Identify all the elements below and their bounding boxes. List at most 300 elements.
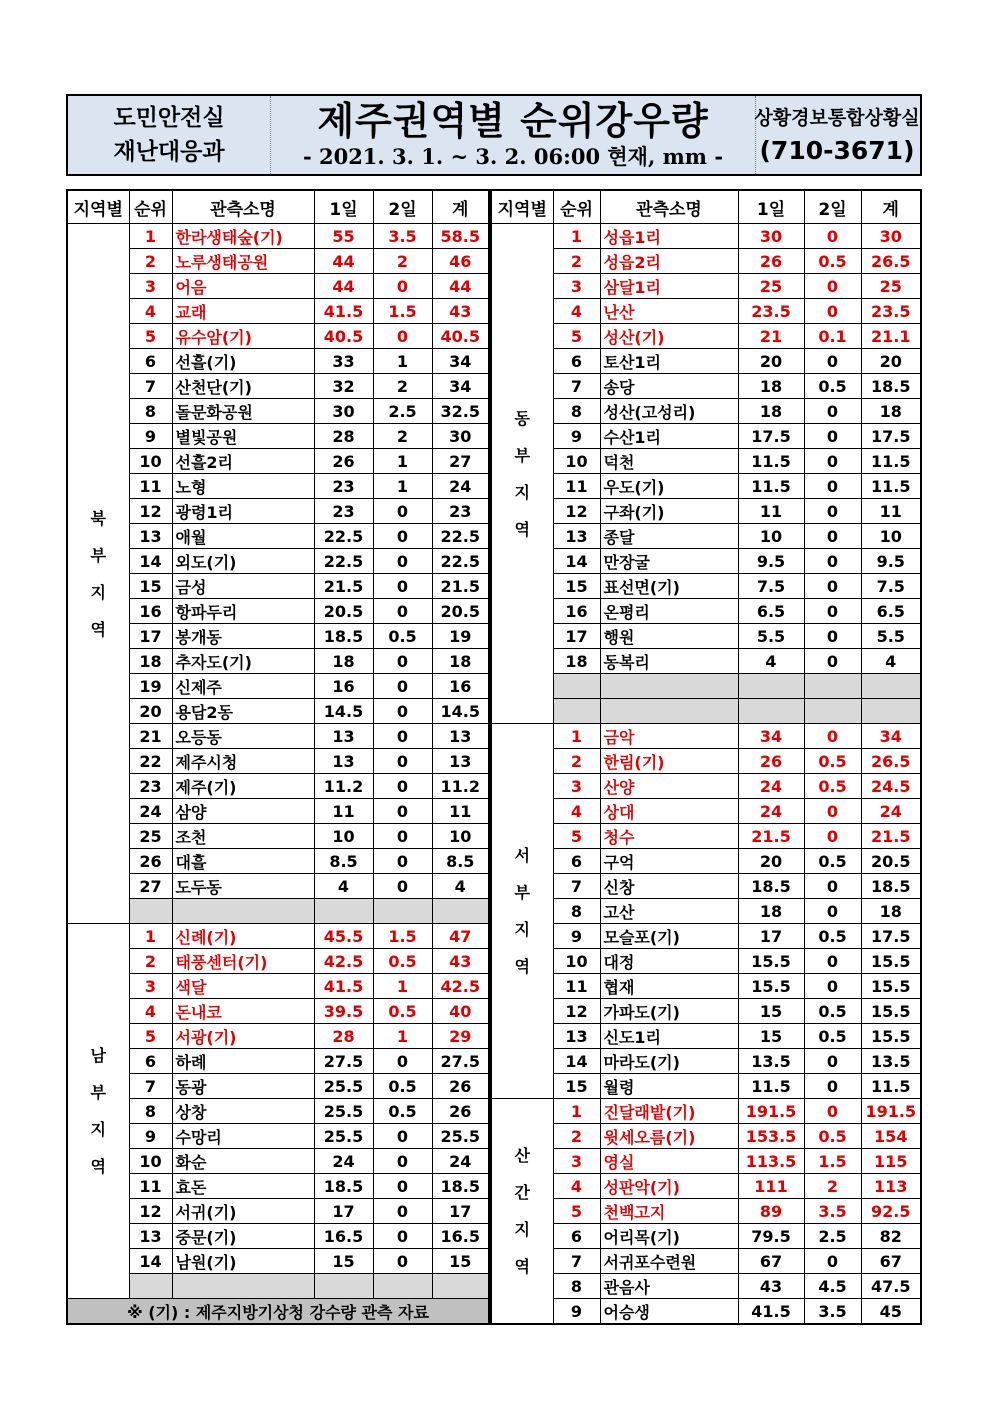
rank-cell: 7: [129, 1074, 172, 1099]
station-name-cell: 상대: [600, 799, 738, 824]
day2-cell: 0: [804, 549, 861, 574]
station-name-cell: 서광(기): [172, 1024, 314, 1049]
day1-cell: 20.5: [314, 599, 373, 624]
table-row: [491, 649, 921, 674]
empty-cell: [172, 899, 314, 924]
station-name-cell: 추자도(기): [172, 649, 314, 674]
station-name-cell: 금악: [600, 724, 738, 749]
day1-cell: 30: [738, 224, 804, 249]
table-row: [67, 1024, 489, 1049]
day2-cell: 0.5: [373, 949, 432, 974]
rank-cell: 11: [553, 974, 600, 999]
day2-cell: 0: [804, 499, 861, 524]
station-name-cell: 제주(기): [172, 774, 314, 799]
day2-cell: 2: [373, 249, 432, 274]
total-cell: 17.5: [861, 424, 921, 449]
table-row: [67, 674, 489, 699]
day2-cell: 0: [373, 1149, 432, 1174]
total-cell: 11.5: [861, 449, 921, 474]
region-label-mountain: [491, 1099, 553, 1325]
station-name-cell: 색달: [172, 974, 314, 999]
total-cell: 21.5: [432, 574, 489, 599]
rank-cell: 1: [129, 224, 172, 249]
station-name-cell: 애월: [172, 524, 314, 549]
day2-cell: 0: [373, 1249, 432, 1274]
rank-cell: 4: [129, 999, 172, 1024]
rank-cell: 10: [553, 449, 600, 474]
station-name-cell: 종달: [600, 524, 738, 549]
region-char: 역: [514, 957, 530, 976]
day2-cell: 0: [373, 1049, 432, 1074]
day2-cell: 0: [373, 524, 432, 549]
empty-cell: [553, 674, 600, 699]
total-cell: 18: [432, 649, 489, 674]
station-name-cell: 표선면(기): [600, 574, 738, 599]
col-total: 계: [861, 190, 921, 224]
total-cell: 47: [432, 924, 489, 949]
station-name-cell: 성산(고성리): [600, 399, 738, 424]
rank-cell: 1: [553, 724, 600, 749]
table-row: [491, 624, 921, 649]
region-char: 부: [90, 545, 106, 565]
day1-cell: 11.5: [738, 474, 804, 499]
day1-cell: 39.5: [314, 999, 373, 1024]
table-row: [491, 1199, 921, 1224]
day1-cell: 79.5: [738, 1224, 804, 1249]
station-name-cell: 효돈: [172, 1174, 314, 1199]
total-cell: 115: [861, 1149, 921, 1174]
table-row: [67, 1124, 489, 1149]
total-cell: 30: [432, 424, 489, 449]
rank-cell: 11: [553, 474, 600, 499]
table-row: [67, 1099, 489, 1124]
day2-cell: 0: [804, 224, 861, 249]
day1-cell: 44: [314, 249, 373, 274]
day1-cell: 113.5: [738, 1149, 804, 1174]
empty-row: [491, 699, 921, 724]
department-box: [68, 96, 270, 174]
total-cell: 25.5: [432, 1124, 489, 1149]
day2-cell: 1: [373, 1024, 432, 1049]
table-row: [491, 399, 921, 424]
table-row: [491, 324, 921, 349]
rank-cell: 21: [129, 724, 172, 749]
day1-cell: 7.5: [738, 574, 804, 599]
table-row: [67, 949, 489, 974]
rank-cell: 19: [129, 674, 172, 699]
day2-cell: 1: [373, 449, 432, 474]
rank-cell: 13: [553, 524, 600, 549]
station-name-cell: 광령1리: [172, 499, 314, 524]
region-char: 역: [514, 519, 530, 539]
total-cell: 29: [432, 1024, 489, 1049]
station-name-cell: 서귀(기): [172, 1199, 314, 1224]
rank-cell: 12: [129, 499, 172, 524]
day1-cell: 40.5: [314, 324, 373, 349]
station-name-cell: 외도(기): [172, 549, 314, 574]
table-row: [67, 1149, 489, 1174]
station-name-cell: 어음: [172, 274, 314, 299]
region-char: 부: [514, 883, 530, 902]
total-cell: 30: [861, 224, 921, 249]
table-row: [67, 1174, 489, 1199]
rank-cell: 24: [129, 799, 172, 824]
day1-cell: 23.5: [738, 299, 804, 324]
rank-cell: 6: [553, 1224, 600, 1249]
rank-cell: 6: [553, 349, 600, 374]
day2-cell: 3.5: [804, 1299, 861, 1325]
day2-cell: 0: [373, 1174, 432, 1199]
station-name-cell: 어리목(기): [600, 1224, 738, 1249]
day2-cell: 0.5: [804, 749, 861, 774]
rainfall-table-right: [490, 189, 922, 1325]
col-rank: 순위: [553, 190, 600, 224]
total-cell: 11.5: [861, 1074, 921, 1099]
rank-cell: 5: [129, 1024, 172, 1049]
station-name-cell: 봉개동: [172, 624, 314, 649]
total-cell: 27: [432, 449, 489, 474]
total-cell: 58.5: [432, 224, 489, 249]
station-name-cell: 만장굴: [600, 549, 738, 574]
station-name-cell: 윗세오름(기): [600, 1124, 738, 1149]
empty-cell: [373, 1274, 432, 1299]
day2-cell: 0: [373, 699, 432, 724]
rank-cell: 4: [553, 299, 600, 324]
empty-cell: [373, 899, 432, 924]
total-cell: 40: [432, 999, 489, 1024]
day2-cell: 0: [373, 749, 432, 774]
total-cell: 5.5: [861, 624, 921, 649]
total-cell: 18.5: [432, 1174, 489, 1199]
day1-cell: 17.5: [738, 424, 804, 449]
station-name-cell: 선흘2리: [172, 449, 314, 474]
table-row: [491, 499, 921, 524]
rank-cell: 7: [129, 374, 172, 399]
rank-cell: 20: [129, 699, 172, 724]
station-name-cell: 관음사: [600, 1274, 738, 1299]
table-row: [491, 524, 921, 549]
day1-cell: 18.5: [314, 624, 373, 649]
table-row: [67, 999, 489, 1024]
day1-cell: 23: [314, 474, 373, 499]
total-cell: 21.1: [861, 324, 921, 349]
day2-cell: 0: [804, 449, 861, 474]
table-row: [67, 474, 489, 499]
total-cell: 44: [432, 274, 489, 299]
station-name-cell: 동복리: [600, 649, 738, 674]
day1-cell: 45.5: [314, 924, 373, 949]
rank-cell: 17: [553, 624, 600, 649]
day2-cell: 1: [373, 349, 432, 374]
day1-cell: 32: [314, 374, 373, 399]
rank-cell: 14: [553, 549, 600, 574]
day1-cell: 27.5: [314, 1049, 373, 1074]
table-row: [67, 349, 489, 374]
total-cell: 13: [432, 749, 489, 774]
day1-cell: 15: [314, 1249, 373, 1274]
day1-cell: 26: [314, 449, 373, 474]
day2-cell: 0.5: [804, 999, 861, 1024]
empty-cell: [553, 699, 600, 724]
total-cell: 26: [432, 1099, 489, 1124]
rank-cell: 2: [553, 1124, 600, 1149]
station-name-cell: 도두동: [172, 874, 314, 899]
rank-cell: 8: [129, 399, 172, 424]
station-name-cell: 신례(기): [172, 924, 314, 949]
day2-cell: 0: [804, 949, 861, 974]
day1-cell: 23: [314, 499, 373, 524]
day2-cell: 0: [804, 349, 861, 374]
day2-cell: 0: [804, 574, 861, 599]
day2-cell: 0: [373, 599, 432, 624]
station-name-cell: 수산1리: [600, 424, 738, 449]
table-row: [491, 449, 921, 474]
station-name-cell: 대정: [600, 949, 738, 974]
rank-cell: 15: [553, 1074, 600, 1099]
station-name-cell: 가파도(기): [600, 999, 738, 1024]
table-row: [491, 1099, 921, 1124]
station-name-cell: 마라도(기): [600, 1049, 738, 1074]
table-row: [491, 1299, 921, 1325]
table-row: [67, 974, 489, 999]
rank-cell: 16: [553, 599, 600, 624]
rank-cell: 1: [553, 224, 600, 249]
total-cell: 34: [432, 349, 489, 374]
day1-cell: 67: [738, 1249, 804, 1274]
table-row: [67, 524, 489, 549]
rank-cell: 3: [553, 274, 600, 299]
footnote: ※ (기) : 제주지방기상청 강수량 관측 자료: [67, 1299, 489, 1325]
rank-cell: 2: [553, 249, 600, 274]
rank-cell: 11: [129, 1174, 172, 1199]
station-name-cell: 돌문화공원: [172, 399, 314, 424]
total-cell: 15.5: [861, 1024, 921, 1049]
day2-cell: 0.1: [804, 324, 861, 349]
empty-cell: [314, 1274, 373, 1299]
table-row: [491, 799, 921, 824]
day2-cell: 0: [373, 1199, 432, 1224]
rank-cell: 26: [129, 849, 172, 874]
region-char: 지: [90, 1120, 106, 1139]
rank-cell: 9: [553, 1299, 600, 1325]
total-cell: 82: [861, 1224, 921, 1249]
day1-cell: 11.2: [314, 774, 373, 799]
day1-cell: 15.5: [738, 949, 804, 974]
day1-cell: 16.5: [314, 1224, 373, 1249]
station-name-cell: 삼양: [172, 799, 314, 824]
total-cell: 10: [432, 824, 489, 849]
total-cell: 27.5: [432, 1049, 489, 1074]
rank-cell: 25: [129, 824, 172, 849]
total-cell: 113: [861, 1174, 921, 1199]
day2-cell: 3.5: [373, 224, 432, 249]
total-cell: 8.5: [432, 849, 489, 874]
day1-cell: 6.5: [738, 599, 804, 624]
table-row: [67, 549, 489, 574]
table-row: [67, 799, 489, 824]
day1-cell: 41.5: [738, 1299, 804, 1325]
rank-cell: 14: [129, 549, 172, 574]
day1-cell: 18: [738, 374, 804, 399]
region-char: 북: [90, 508, 106, 528]
day1-cell: 18: [738, 899, 804, 924]
rank-cell: 27: [129, 874, 172, 899]
department-line2: 재난대응과: [113, 139, 225, 165]
region-char: 부: [514, 445, 530, 465]
rank-cell: 17: [129, 624, 172, 649]
day2-cell: 1: [373, 974, 432, 999]
table-row: [67, 399, 489, 424]
day2-cell: 0: [804, 399, 861, 424]
day1-cell: 89: [738, 1199, 804, 1224]
empty-cell: [432, 899, 489, 924]
rank-cell: 12: [553, 499, 600, 524]
day1-cell: 11: [738, 499, 804, 524]
day2-cell: 0.5: [373, 624, 432, 649]
station-name-cell: 난산: [600, 299, 738, 324]
station-name-cell: 하례: [172, 1049, 314, 1074]
total-cell: 23: [432, 499, 489, 524]
day2-cell: 1.5: [373, 299, 432, 324]
table-row: [67, 849, 489, 874]
day2-cell: 2.5: [373, 399, 432, 424]
col-station: 관측소명: [600, 190, 738, 224]
total-cell: 47.5: [861, 1274, 921, 1299]
station-name-cell: 성판악(기): [600, 1174, 738, 1199]
day2-cell: 0: [804, 1099, 861, 1124]
total-cell: 9.5: [861, 549, 921, 574]
region-char: 산: [514, 1146, 530, 1165]
station-name-cell: 성읍2리: [600, 249, 738, 274]
total-cell: 10: [861, 524, 921, 549]
day1-cell: 111: [738, 1174, 804, 1199]
day1-cell: 9.5: [738, 549, 804, 574]
rank-cell: 13: [129, 524, 172, 549]
table-row: [67, 374, 489, 399]
rank-cell: 8: [553, 899, 600, 924]
day2-cell: 0.5: [804, 774, 861, 799]
day2-cell: 0: [804, 474, 861, 499]
rank-cell: 10: [553, 949, 600, 974]
rank-cell: 7: [553, 374, 600, 399]
region-char: 역: [90, 1157, 106, 1176]
station-name-cell: 한림(기): [600, 749, 738, 774]
rank-cell: 7: [553, 874, 600, 899]
table-row: [491, 949, 921, 974]
station-name-cell: 온평리: [600, 599, 738, 624]
rank-cell: 13: [129, 1224, 172, 1249]
day1-cell: 15: [738, 1024, 804, 1049]
region-char: 역: [90, 619, 106, 639]
total-cell: 45: [861, 1299, 921, 1325]
total-cell: 26.5: [861, 749, 921, 774]
rank-cell: 10: [129, 449, 172, 474]
total-cell: 21.5: [861, 824, 921, 849]
station-name-cell: 성읍1리: [600, 224, 738, 249]
station-name-cell: 구좌(기): [600, 499, 738, 524]
table-row: [491, 874, 921, 899]
station-name-cell: 태풍센터(기): [172, 949, 314, 974]
station-name-cell: 월령: [600, 1074, 738, 1099]
table-row: [491, 549, 921, 574]
station-name-cell: 항파두리: [172, 599, 314, 624]
total-cell: 25: [861, 274, 921, 299]
station-name-cell: 우도(기): [600, 474, 738, 499]
rank-cell: 23: [129, 774, 172, 799]
region-char: 역: [514, 1257, 530, 1276]
rank-cell: 9: [553, 424, 600, 449]
table-row: [491, 924, 921, 949]
station-name-cell: 신도1리: [600, 1024, 738, 1049]
day2-cell: 2: [804, 1174, 861, 1199]
day1-cell: 191.5: [738, 1099, 804, 1124]
table-row: [67, 624, 489, 649]
table-row: [67, 1249, 489, 1274]
table-row: [67, 249, 489, 274]
table-row: [67, 1074, 489, 1099]
station-name-cell: 오등동: [172, 724, 314, 749]
total-cell: 17: [432, 1199, 489, 1224]
rank-cell: 9: [129, 1124, 172, 1149]
region-char: 서: [514, 846, 530, 865]
table-row: [491, 1074, 921, 1099]
rank-cell: 5: [553, 1199, 600, 1224]
total-cell: 22.5: [432, 524, 489, 549]
total-cell: 18.5: [861, 374, 921, 399]
region-label-south: [67, 924, 129, 1299]
station-name-cell: 별빛공원: [172, 424, 314, 449]
rank-cell: 4: [553, 1174, 600, 1199]
department-line1: 도민안전실: [113, 105, 225, 131]
day1-cell: 11.5: [738, 449, 804, 474]
rank-cell: 6: [129, 349, 172, 374]
station-name-cell: 서귀포수련원: [600, 1249, 738, 1274]
day2-cell: 0: [804, 524, 861, 549]
station-name-cell: 토산1리: [600, 349, 738, 374]
day1-cell: 55: [314, 224, 373, 249]
day2-cell: 1.5: [373, 924, 432, 949]
station-name-cell: 선흘(기): [172, 349, 314, 374]
day2-cell: 0: [373, 1224, 432, 1249]
day2-cell: 0: [804, 299, 861, 324]
page-subtitle: - 2021. 3. 1. ~ 3. 2. 06:00 현재, mm -: [302, 144, 724, 169]
day1-cell: 5.5: [738, 624, 804, 649]
empty-cell: [129, 1274, 172, 1299]
rank-cell: 6: [553, 849, 600, 874]
rank-cell: 15: [129, 574, 172, 599]
rank-cell: 13: [553, 1024, 600, 1049]
day1-cell: 10: [738, 524, 804, 549]
total-cell: 7.5: [861, 574, 921, 599]
day1-cell: 28: [314, 1024, 373, 1049]
total-cell: 18: [861, 399, 921, 424]
station-name-cell: 진달래밭(기): [600, 1099, 738, 1124]
rank-cell: 8: [553, 1274, 600, 1299]
station-name-cell: 돈내코: [172, 999, 314, 1024]
rank-cell: 5: [553, 324, 600, 349]
station-name-cell: 수망리: [172, 1124, 314, 1149]
day2-cell: 1: [373, 474, 432, 499]
day2-cell: 0: [804, 974, 861, 999]
total-cell: 43: [432, 299, 489, 324]
total-cell: 19: [432, 624, 489, 649]
total-cell: 15.5: [861, 999, 921, 1024]
rank-cell: 8: [553, 399, 600, 424]
table-row: [67, 424, 489, 449]
station-name-cell: 조천: [172, 824, 314, 849]
table-row: [67, 749, 489, 774]
total-cell: 34: [432, 374, 489, 399]
